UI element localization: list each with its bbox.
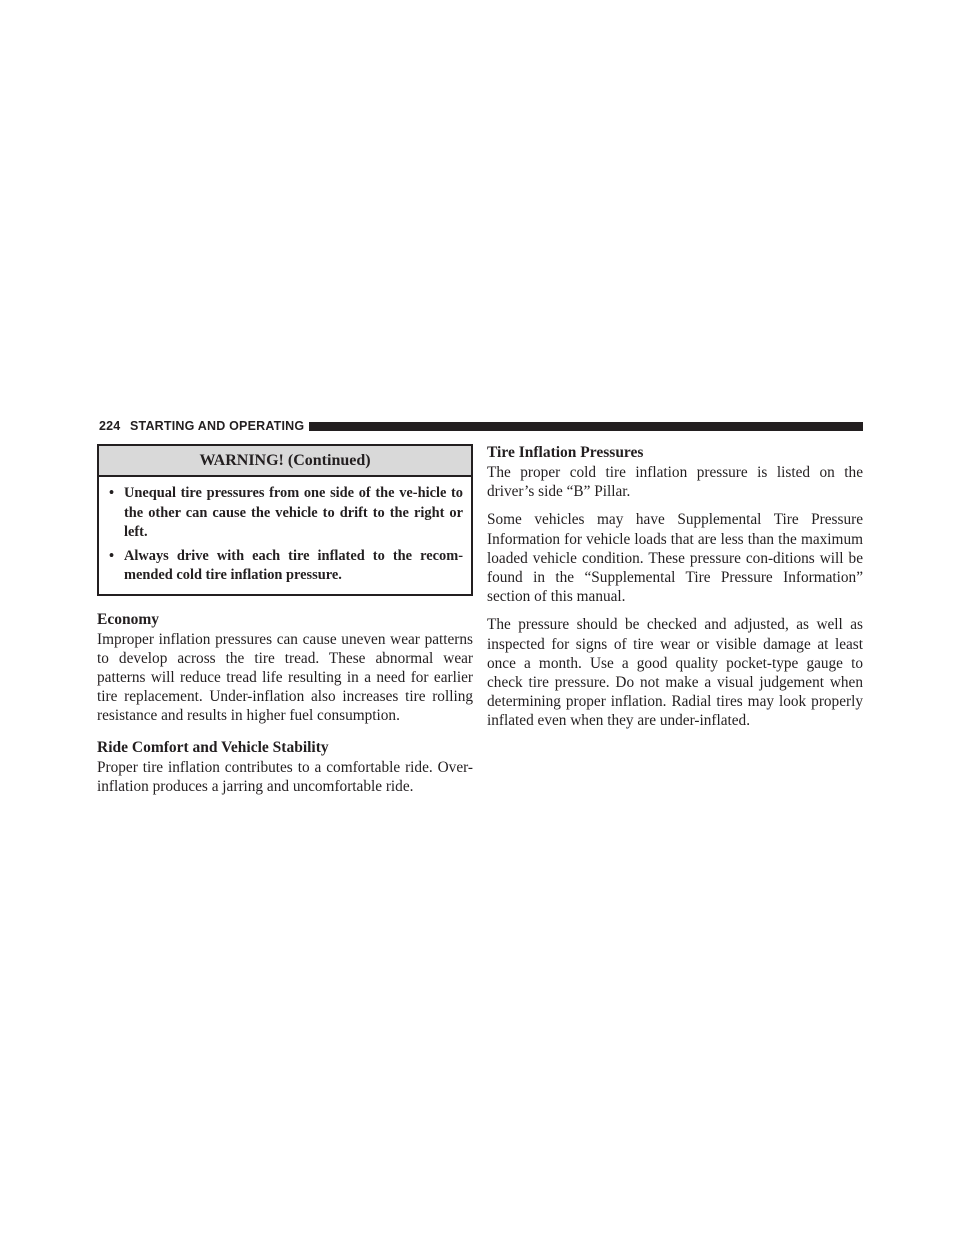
- warning-item: [107, 547, 463, 586]
- bullet-icon: •: [109, 547, 115, 564]
- warning-box: [97, 444, 473, 596]
- bullet-icon: •: [109, 485, 115, 501]
- page-number: 224: [99, 419, 121, 433]
- paragraph: The pressure should be checked and adjusted, as well as inspected for signs of tire wear or visible damage at least once a month. Use a good quality pocket-type gauge to check tire pressure. Do not make a visual judgement when determining proper inflation. Radial tires may look properly inflated even when they are under-inflated.: [487, 616, 863, 730]
- page-header: [99, 418, 863, 436]
- warning-item: [107, 484, 463, 543]
- warning-item-text: Always drive with each tire inflated to the recom-mended cold tire inflation pressure.: [124, 547, 463, 583]
- tire-inflation-heading: Tire Inflation Pressures: [487, 444, 644, 461]
- section-title: STARTING AND OPERATING: [130, 419, 305, 433]
- economy-body: Improper inflation pressures can cause uneven wear patterns to develop across the tire tread. These abnormal wear patterns will reduce tread life resulting in a need for earlier tire replacement. Under-inflation also increases tire rolling resistance and results in higher fuel consumption.: [97, 630, 473, 725]
- paragraph: The proper cold tire inflation pressure is listed on the driver’s side “B” Pillar.: [487, 464, 863, 501]
- ride-comfort-body: Proper tire inflation contributes to a comfortable ride. Over-inflation produces a jarring and uncomfortable ride.: [97, 758, 473, 795]
- header-rule: [309, 422, 863, 431]
- economy-heading: Economy: [97, 610, 159, 628]
- ride-comfort-heading: Ride Comfort and Vehicle Stability: [97, 738, 329, 756]
- paragraph: Some vehicles may have Supplemental Tire Pressure Information for vehicle loads that are less than the maximum loaded vehicle condition. These pressure con-ditions will be found in the “Supplemental Tire Pressure Information” section of this manual.: [487, 511, 863, 606]
- warning-title: WARNING! (Continued): [99, 446, 471, 477]
- right-column: [487, 443, 863, 731]
- warning-list: [99, 477, 471, 594]
- warning-item-text: Unequal tire pressures from one side of the ve-hicle to the other can cause the vehicle to drift to the right or left.: [124, 485, 463, 540]
- left-column: [97, 444, 473, 796]
